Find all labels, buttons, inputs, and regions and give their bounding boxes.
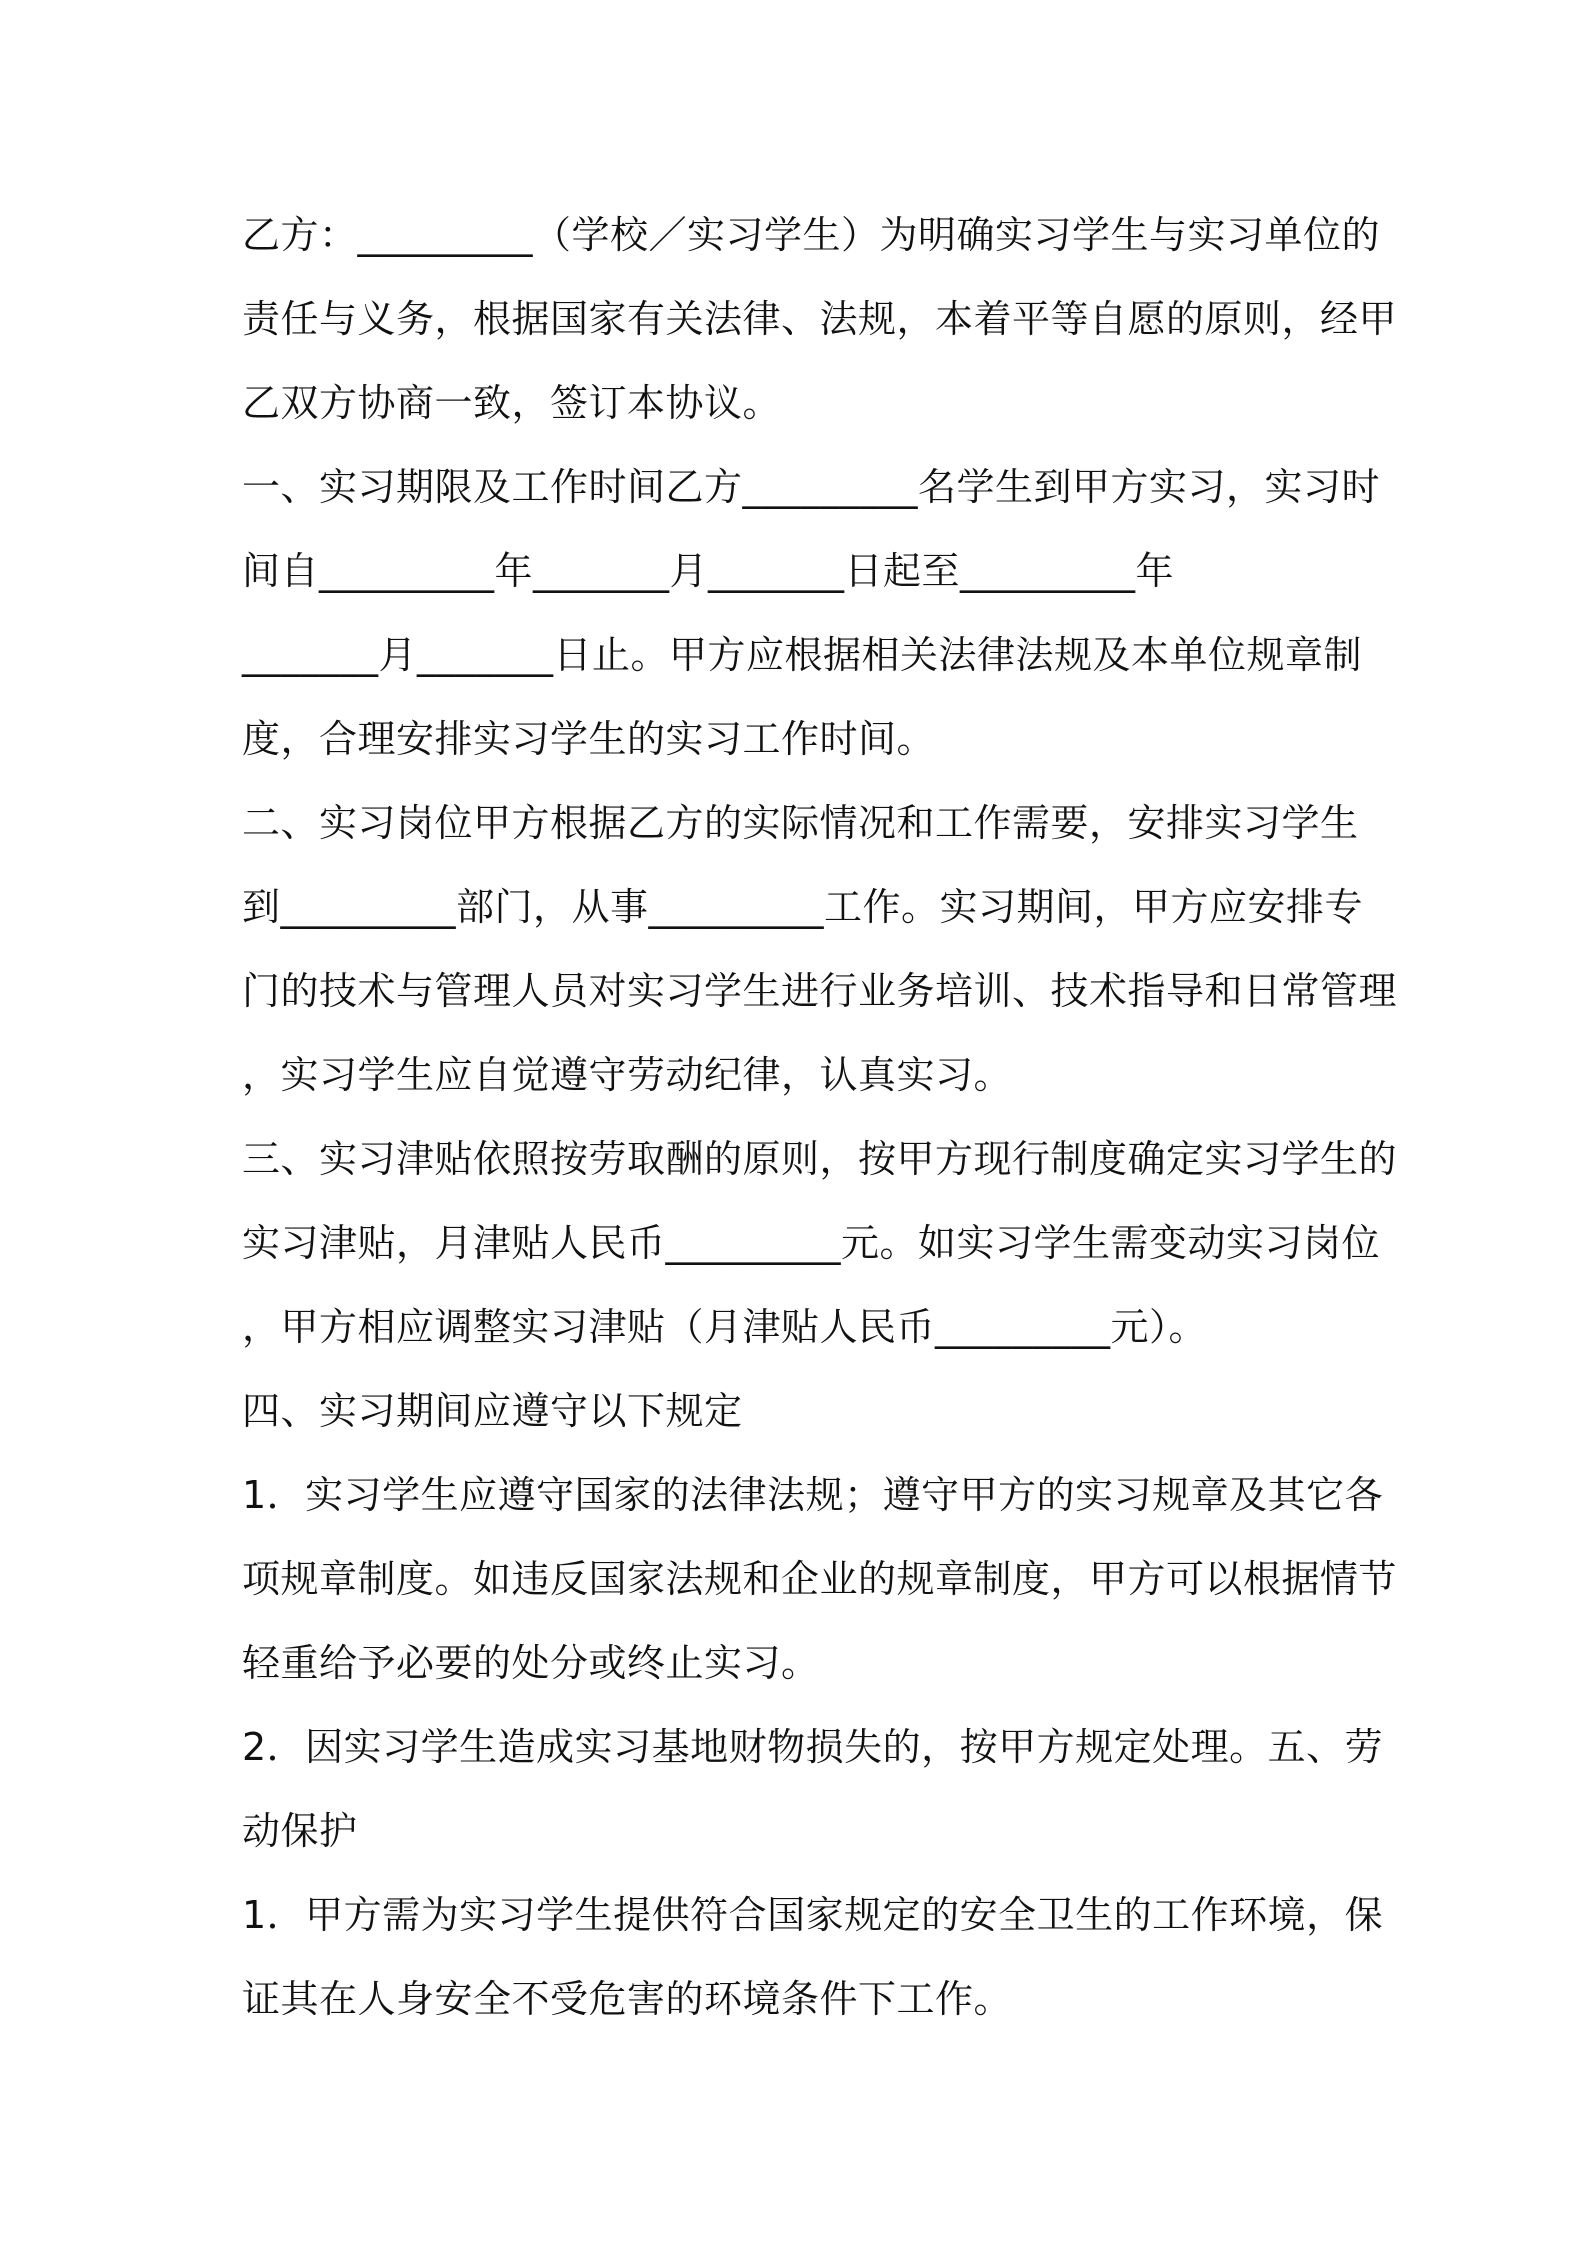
text-line: 证其在人身安全不受危害的环境条件下工作。 xyxy=(242,1977,1013,2021)
text-line: ，甲方相应调整实习津贴（月津贴人民币_________元）。 xyxy=(242,1305,1208,1349)
text-line: 间自_________年_______月_______日起至_________年 xyxy=(242,549,1175,593)
text-line: 2．因实习学生造成实习基地财物损失的，按甲方规定处理。五、劳 xyxy=(242,1725,1384,1769)
document-body xyxy=(242,193,1398,2041)
text-line: 1．实习学生应遵守国家的法律法规；遵守甲方的实习规章及其它各 xyxy=(242,1473,1384,1517)
text-line: ，实习学生应自觉遵守劳动纪律，认真实习。 xyxy=(242,1053,1013,1097)
text-line: 到_________部门，从事_________工作。实习期间，甲方应安排专 xyxy=(242,885,1364,929)
text-line: 二、实习岗位甲方根据乙方的实际情况和工作需要，安排实习学生 xyxy=(242,801,1359,845)
text-line: 门的技术与管理人员对实习学生进行业务培训、技术指导和日常管理 xyxy=(242,969,1398,1013)
text-line: 责任与义务，根据国家有关法律、法规，本着平等自愿的原则，经甲 xyxy=(242,297,1398,341)
text-line: 四、实习期间应遵守以下规定 xyxy=(242,1389,743,1433)
text-line: 动保护 xyxy=(242,1809,358,1853)
text-line: 轻重给予必要的处分或终止实习。 xyxy=(242,1641,820,1685)
text-line: 乙方：_________（学校／实习学生）为明确实习学生与实习单位的 xyxy=(242,213,1381,257)
text-line: 实习津贴，月津贴人民币_________元。如实习学生需变动实习岗位 xyxy=(242,1221,1381,1265)
text-line: 1．甲方需为实习学生提供符合国家规定的安全卫生的工作环境，保 xyxy=(242,1893,1384,1937)
text-line: 乙双方协商一致，签订本协议。 xyxy=(242,381,782,425)
text-line: 度，合理安排实习学生的实习工作时间。 xyxy=(242,717,936,761)
text-line: _______月_______日止。甲方应根据相关法律法规及本单位规章制 xyxy=(242,633,1363,677)
text-line: 一、实习期限及工作时间乙方_________名学生到甲方实习，实习时 xyxy=(242,465,1381,509)
text-line: 三、实习津贴依照按劳取酬的原则，按甲方现行制度确定实习学生的 xyxy=(242,1137,1398,1181)
text-line: 项规章制度。如违反国家法规和企业的规章制度，甲方可以根据情节 xyxy=(242,1557,1398,1601)
